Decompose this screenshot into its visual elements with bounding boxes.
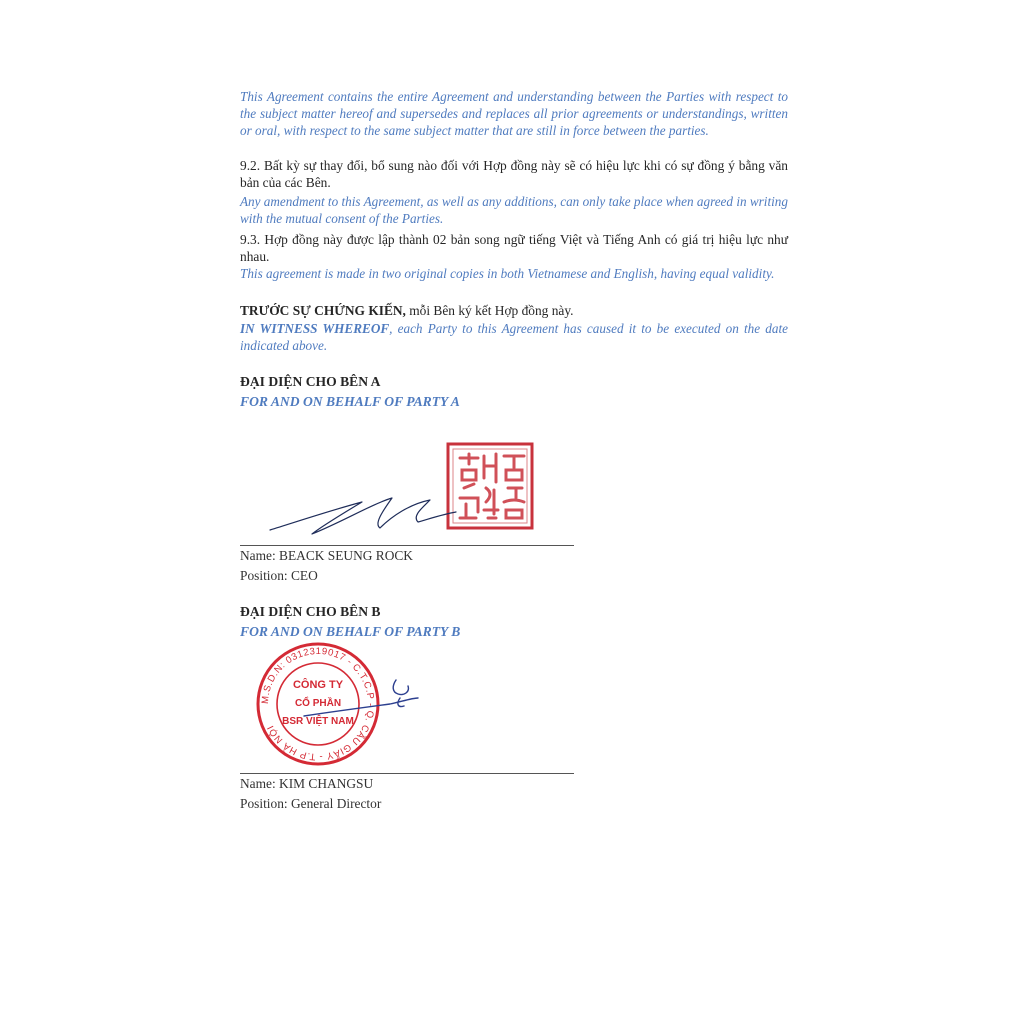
party-a-heading-vietnamese: ĐẠI DIỆN CHO BÊN A	[240, 374, 381, 389]
party-a-signature-icon	[262, 488, 462, 540]
clause-9-1-english: This Agreement contains the entire Agreement and understanding between the Parties with respect to the subject matter hereof and supersedes and replaces all prior agreements or understandings, written or oral, with respect to the same subject matter that are still in force between the parties.	[240, 89, 788, 138]
party-b-signature-icon	[300, 668, 430, 728]
clause-9-3-vietnamese: 9.3. Hợp đồng này được lập thành 02 bản song ngữ tiếng Việt và Tiếng Anh có giá trị hiệu lực như nhau.	[240, 232, 788, 265]
party-b-heading-english: FOR AND ON BEHALF OF PARTY B	[240, 624, 461, 639]
party-a-name: Name: BEACK SEUNG ROCK	[240, 548, 413, 563]
party-b-seal-outer-text: M.S.D.N: 0312319017 - C.T.C.P - Q. CẦU GIẤY - T.P HÀ NỘI	[259, 645, 377, 763]
witness-english-bold: IN WITNESS WHEREOF	[240, 321, 390, 336]
party-b-seal-line2: CỔ PHẦN	[294, 698, 342, 709]
witness-english-rest: , each Party to this Agreement has caused it to be executed on the date indicated above.	[240, 321, 788, 353]
clause-9-3-english: This agreement is made in two original copies in both Vietnamese and English, having equal validity.	[240, 266, 775, 281]
party-b-seal-line3: BSR VIỆT NAM	[282, 716, 354, 727]
witness-vietnamese-rest: mỗi Bên ký kết Hợp đồng này.	[405, 303, 574, 318]
party-b-heading-vietnamese: ĐẠI DIỆN CHO BÊN B	[240, 604, 381, 619]
clause-9-2-english: Any amendment to this Agreement, as well as any additions, can only take place when agreed in writing with the mutual consent of the Parties.	[240, 194, 788, 226]
party-b-name: Name: KIM CHANGSU	[240, 776, 374, 791]
clause-9-2-vietnamese: 9.2. Bất kỳ sự thay đổi, bổ sung nào đối với Hợp đồng này sẽ có hiệu lực khi có sự đồng ý bằng văn bản của các Bên.	[240, 158, 788, 191]
witness-vietnamese-bold: TRƯỚC SỰ CHỨNG KIẾN,	[240, 303, 406, 318]
party-b-seal-line1: CÔNG TY	[292, 679, 344, 691]
party-a-position: Position: CEO	[240, 568, 318, 583]
party-a-heading-english: FOR AND ON BEHALF OF PARTY A	[240, 394, 460, 409]
party-b-position: Position: General Director	[240, 796, 382, 811]
witness-vietnamese	[240, 302, 788, 319]
witness-english	[240, 321, 788, 355]
